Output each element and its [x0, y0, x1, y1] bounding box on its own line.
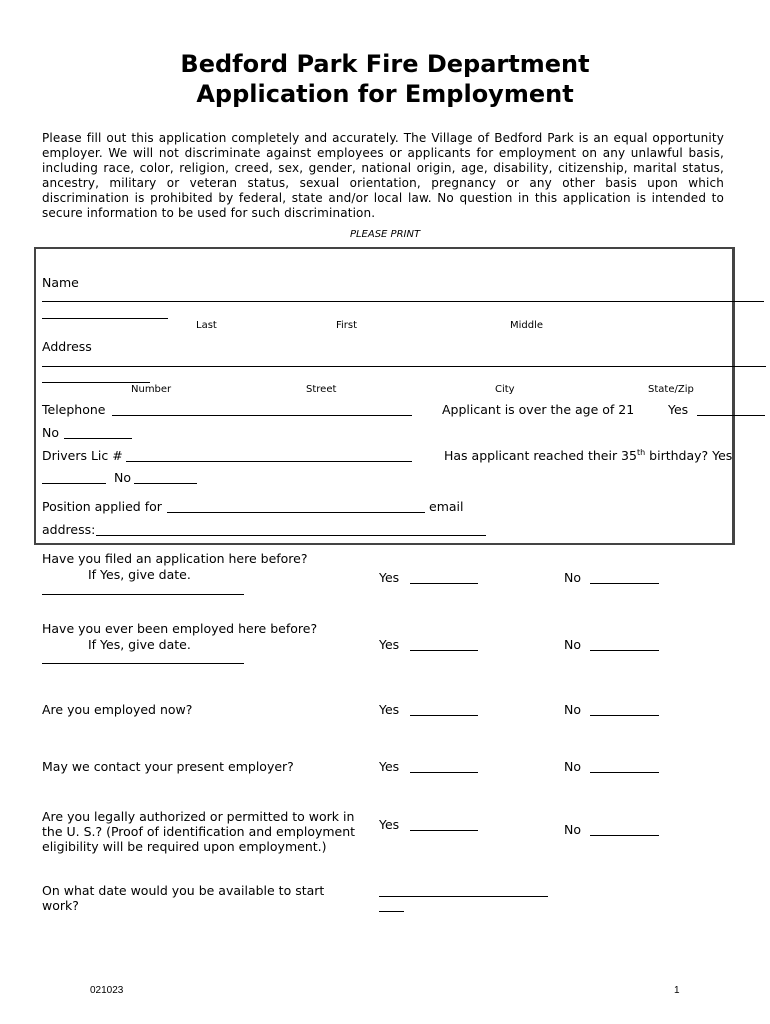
age21-no-field[interactable] [64, 438, 132, 439]
q5-no-field[interactable] [590, 835, 659, 836]
age21-label: Applicant is over the age of 21 [442, 402, 635, 417]
q3-no-field[interactable] [590, 715, 659, 716]
q2-yes-label: Yes [379, 637, 400, 652]
q2-date-field[interactable] [42, 663, 244, 664]
q1-no-field[interactable] [590, 583, 659, 584]
age21-yes-label: Yes [668, 402, 689, 417]
q3-yes-label: Yes [379, 702, 400, 717]
q3-question: Are you employed now? [42, 702, 193, 717]
email-label: email [429, 499, 464, 514]
email-address-label: address: [42, 522, 96, 537]
name-field[interactable] [42, 301, 764, 302]
q4-yes-field[interactable] [410, 772, 478, 773]
telephone-label: Telephone [42, 402, 106, 417]
age21-no-label: No [42, 425, 59, 440]
intro-paragraph: Please fill out this application completely and accurately. The Village of Bedford Park is an equal opportunity employer. We will not discriminate against employees or applicants for employment on any unlawful basis, including race, color, religion, creed, sex, gender, national origin, age, disability, citizenship, marital status, ancestry, military or veteran status, sexual orientation, pregnancy or any other basis upon which discrimination is prohibited by federal, state and/or local law. No question in this application is intended to secure information to be used for such discrimination. [42, 131, 724, 220]
birthday-yes-label: birthday? Yes [645, 448, 733, 464]
email-field[interactable] [96, 535, 486, 536]
page-number: 1 [674, 985, 680, 996]
age21-yes-field[interactable] [697, 415, 765, 416]
q5-question-line1: Are you legally authorized or permitted to work in [42, 809, 355, 824]
q2-question: Have you ever been employed here before? [42, 621, 318, 636]
drivers-lic-field[interactable] [126, 461, 412, 462]
address-sub-city: City [495, 384, 515, 395]
page-title: Bedford Park Fire Department [180, 50, 590, 78]
name-sub-first: First [336, 320, 358, 331]
position-label: Position applied for [42, 499, 162, 514]
address-field[interactable] [42, 366, 766, 367]
q6-date-field[interactable] [379, 896, 548, 897]
birthday-question [444, 448, 732, 463]
birthday-yes-field[interactable] [42, 483, 106, 484]
birthday-no-label: No [114, 470, 131, 485]
q1-yes-field[interactable] [410, 583, 478, 584]
q3-yes-field[interactable] [410, 715, 478, 716]
footer-code: 021023 [90, 985, 124, 996]
birthday-text: Has applicant reached their 35 [444, 448, 637, 464]
name-sub-middle: Middle [510, 320, 544, 331]
please-print-note: PLEASE PRINT [349, 229, 421, 240]
q6-question-line2: work? [42, 898, 79, 913]
birthday-sup: th [636, 448, 646, 457]
name-sub-last: Last [196, 320, 217, 331]
q5-yes-field[interactable] [410, 830, 478, 831]
q4-no-field[interactable] [590, 772, 659, 773]
q1-no-label: No [564, 570, 581, 585]
q3-no-label: No [564, 702, 581, 717]
q1-date-field[interactable] [42, 594, 244, 595]
q2-no-label: No [564, 637, 581, 652]
q6-date-field-continued[interactable] [379, 911, 404, 912]
q1-question: Have you filed an application here before? [42, 551, 308, 566]
address-field-continued[interactable] [42, 382, 150, 383]
drivers-lic-label: Drivers Lic # [42, 448, 123, 463]
position-field[interactable] [167, 512, 425, 513]
telephone-field[interactable] [112, 415, 412, 416]
q5-no-label: No [564, 822, 581, 837]
name-field-continued[interactable] [42, 318, 168, 319]
address-sub-number: Number [131, 384, 172, 395]
address-label: Address [42, 339, 92, 354]
q2-yes-field[interactable] [410, 650, 478, 651]
q1-sub: If Yes, give date. [88, 567, 191, 582]
birthday-no-field[interactable] [134, 483, 197, 484]
q4-question: May we contact your present employer? [42, 759, 294, 774]
q5-question-line2: the U. S.? (Proof of identification and employment [42, 824, 356, 839]
q1-yes-label: Yes [379, 570, 400, 585]
q4-yes-label: Yes [379, 759, 400, 774]
address-sub-state-zip: State/Zip [648, 384, 694, 395]
q5-yes-label: Yes [379, 817, 400, 832]
name-label: Name [42, 275, 79, 290]
q5-question-line3: eligibility will be required upon employment.) [42, 839, 327, 854]
q4-no-label: No [564, 759, 581, 774]
q2-sub: If Yes, give date. [88, 637, 191, 652]
q6-question-line1: On what date would you be available to start [42, 883, 325, 898]
page-subtitle: Application for Employment [196, 80, 574, 108]
address-sub-street: Street [306, 384, 337, 395]
q2-no-field[interactable] [590, 650, 659, 651]
